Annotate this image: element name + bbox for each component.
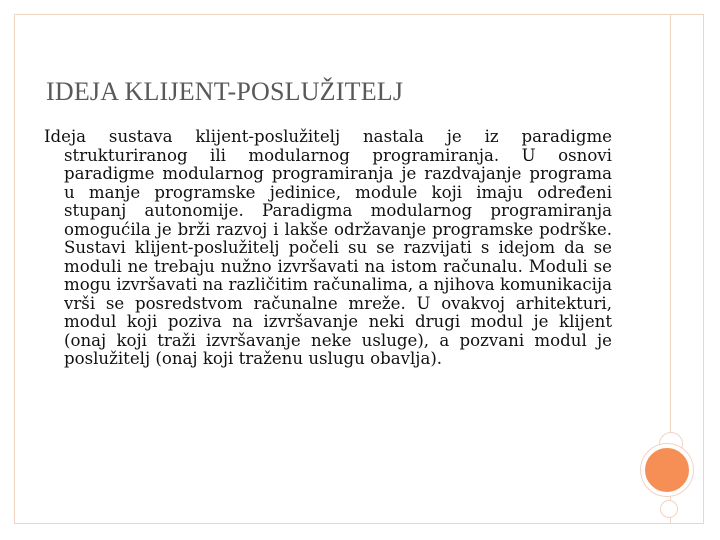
decorative-small-circle-bottom bbox=[660, 500, 678, 518]
decorative-orange-circle bbox=[641, 444, 693, 496]
slide-title: IDEJA KLIJENT-POSLUŽITELJ bbox=[46, 77, 404, 106]
slide-body-paragraph: Ideja sustava klijent-poslužitelj nastala je iz paradigme strukturiranog ili modularnog programiranja. U osnovi paradigme modularnog programiranja je razdvajanje programa u manje programske jedinice, module koji imaju određeni stupanj autonomije. Paradigma modularnog programiranja omogućila je brži razvoj i lakše održavanje programske podrške. Sustavi klijent-poslužitelj počeli su se razvijati s idejom da se moduli ne trebaju nužno izvršavati na istom računalu. Moduli se mogu izvršavati na različitim računalima, a njihova komunikacija vrši se posredstvom računalne mreže. U ovakvoj arhitekturi, modul koji poziva na izvršavanje neki drugi modul je klijent (onaj koji traži izvršavanje neke usluge), a pozvani modul je poslužitelj (onaj koji traženu uslugu obavlja). bbox=[44, 127, 612, 368]
